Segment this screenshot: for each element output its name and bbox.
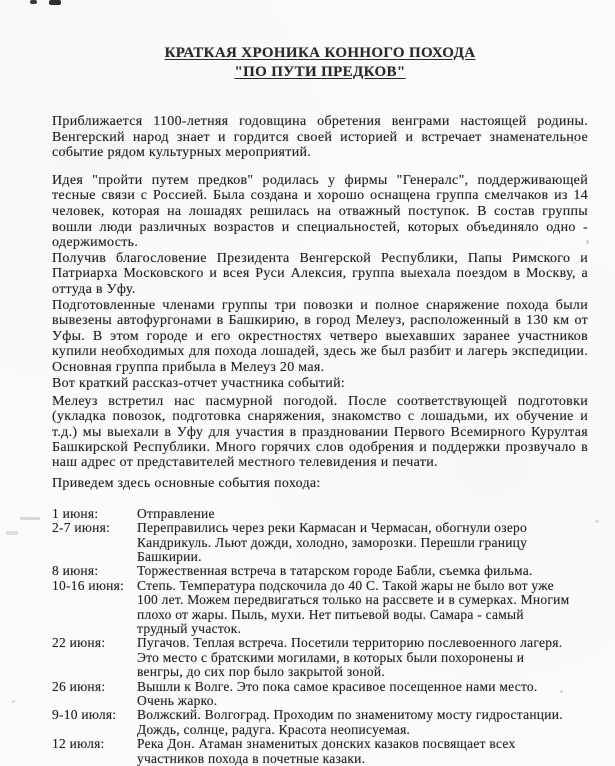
event-date: 9-10 июля: bbox=[52, 707, 117, 723]
event-date: 2-7 июня: bbox=[52, 520, 111, 536]
scan-artifact bbox=[49, 0, 61, 5]
title-line-1: КРАТКАЯ ХРОНИКА КОННОГО ПОХОДА bbox=[164, 45, 476, 61]
events-list bbox=[52, 507, 588, 766]
event-text: Пугачов. Теплая встреча. Посетили территорию послевоенного лагеря. Это место с братскими могилами, в которых были похоронены и венгры, до сих пор было закрытой зоной. bbox=[137, 635, 563, 680]
event-text: Переправились через реки Кармасан и Чермасан, обогнули озеро Кандрикуль. Льют дожди, холодно, заморозки. Перешли границу Башкирии. bbox=[137, 520, 528, 564]
event-text: Волжский. Волгоград. Проходим по знаменитому мосту гидростанции. Дождь, солнце, радуга. Красота неописуемая. bbox=[137, 707, 563, 737]
scan-speck bbox=[12, 700, 15, 703]
lead-line: Вот краткий рассказ-отчет участника событий: bbox=[52, 375, 346, 391]
paragraph-idea: Идея "пройти путем предков" родилась у фирмы "Генералс", поддерживающей тесные связи с Россией. Была создана и хорошо оснащена группа смелчаков из 14 человек, которая на лошадях решилась на отважный поступок. В состав группы вошли люди различных возрастов и специальностей, которых объединяло одно - одержимость. bbox=[52, 172, 588, 251]
event-date: 26 июня: bbox=[52, 678, 106, 694]
event-text: Степь. Температура подскочила до 40 С. Такой жары не было вот уже 100 лет. Можем передвигаться только на рассвете и в сумерках. Многим плохо от жары. Пыль, мухи. Нет питьевой воды. Самара - самый трудный участок. bbox=[137, 577, 570, 636]
event-date: 8 июня: bbox=[52, 563, 99, 579]
event-row bbox=[52, 708, 588, 737]
document-title bbox=[120, 44, 520, 82]
event-date: 1 июня: bbox=[52, 505, 99, 521]
event-date: 10-16 июня: bbox=[52, 577, 125, 593]
paragraph-block-expedition bbox=[52, 173, 588, 391]
scan-artifact bbox=[30, 0, 37, 4]
events-intro-line: Приведем здесь основные события похода: bbox=[52, 476, 321, 492]
paragraph-blessing: Получив благословение Президента Венгерской Республики, Папы Римского и Патриарха Московского и всея Руси Алексия, группа выехала поездом в Москву, а оттуда в Уфу. bbox=[52, 250, 588, 297]
paragraph-hungary-anniversary: Приближается 1100-летняя годовщина обретения венграми настоящей родины. Венгерский народ знает и гордится своей историей и встречает знаменательное событие рядом культурных мероприятий. bbox=[52, 114, 588, 161]
paragraph-meleuz: Мелеуз встретил нас пасмурной погодой. После соответствующей подготовки (укладка повозок, подготовка снаряжения, знакомство с лошадьми, их обучение и т.д.) мы выехали в Уфу для участия в праздновании Первого Всемирного Курултая Башкирской Республики. Много горячих слов одобрения и поддержки прозвучало в наш адрес от представителей местного телевидения и печати. bbox=[52, 394, 588, 470]
event-text: Торжественная встреча в татарском городе Бабли, съемка фильма. bbox=[137, 563, 533, 579]
event-text: Отправление bbox=[137, 505, 215, 521]
event-text: Река Дон. Атаман знаменитых донских казаков посвящает всех участников похода в почетные казаки. bbox=[137, 736, 516, 766]
event-row bbox=[52, 507, 588, 521]
event-row bbox=[52, 564, 588, 578]
paragraph-wagons: Подготовленные членами группы три повозки и полное снаряжение похода были вывезены автофургонами в Башкирию, в город Мелеуз, расположенный в 130 км от Уфы. В этом городе и его окрестностях четверо выехавших заранее участников купили необходимых для похода лошадей, здесь же был разбит и лагерь экспедиции. Основная группа прибыла в Мелеуз 20 мая. bbox=[52, 297, 588, 375]
event-row bbox=[52, 636, 588, 679]
event-text: Вышли к Волге. Это пока самое красивое посещенное нами место. Очень жарко. bbox=[137, 678, 538, 708]
event-row bbox=[52, 680, 588, 709]
scan-speck bbox=[595, 520, 599, 523]
event-row bbox=[52, 579, 588, 637]
event-row bbox=[52, 521, 588, 564]
title-line-2: "ПО ПУТИ ПРЕДКОВ" bbox=[234, 64, 406, 80]
scan-artifact bbox=[6, 531, 18, 535]
event-row bbox=[52, 737, 588, 766]
scan-artifact bbox=[20, 517, 40, 520]
event-date: 12 июля: bbox=[52, 736, 105, 752]
event-date: 22 июня: bbox=[52, 635, 106, 651]
